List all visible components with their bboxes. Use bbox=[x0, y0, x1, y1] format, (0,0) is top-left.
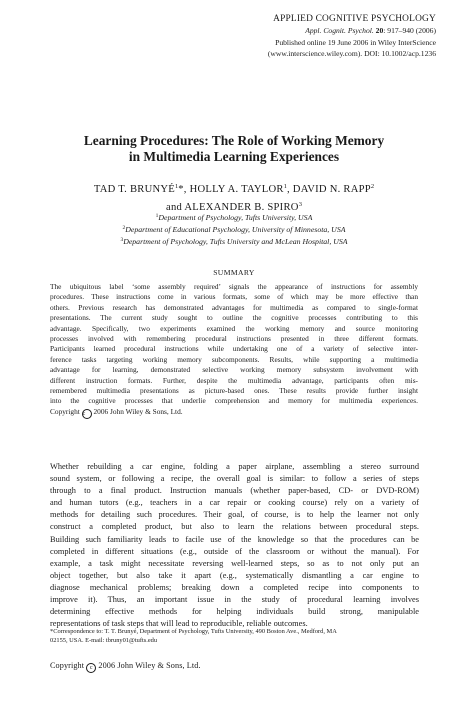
affiliation-text: Department of Psychology, Tufts University and McLean Hospital, USA bbox=[123, 237, 348, 246]
copyright-icon: c bbox=[86, 663, 96, 673]
body-line: example, a task might necessitate reversing well-learned steps, so as to not only put an bbox=[50, 558, 419, 568]
body-line: object together, but also take it apart (e.g., systematically dismantling a car engine to bbox=[50, 570, 419, 580]
abstract-copyright bbox=[50, 407, 418, 419]
body-line: representations of task steps that will lead to reproducible, reliable outcomes. bbox=[50, 619, 308, 629]
author-affil-sup: 3 bbox=[298, 200, 302, 208]
body-line: determining effective methods for helping individuals build strong, manipulable bbox=[50, 607, 419, 617]
body-line: completed in different situations (e.g., outside of the classroom or without the manual). For bbox=[50, 546, 419, 556]
body-line: sound system, or following a recipe, the overall goal is similar: to follow a series of steps bbox=[50, 474, 419, 484]
author-name: , HOLLY A. TAYLOR bbox=[183, 184, 284, 195]
affiliation-item bbox=[0, 211, 468, 223]
footnote-line: *Correspondence to: T. T. Brunyé, Department of Psychology, Tufts University, 490 Boston Ave., Medford, MA bbox=[50, 628, 337, 635]
footnote-line: 02155, USA. E-mail: tbruny01@tufts.edu bbox=[50, 637, 158, 645]
affiliation-text: Department of Educational Psychology, University of Minnesota, USA bbox=[125, 225, 346, 234]
copyright-holder: 2006 John Wiley & Sons, Ltd. bbox=[98, 661, 201, 670]
publication-line: Published online 19 June 2006 in Wiley InterScience bbox=[275, 37, 436, 47]
journal-header bbox=[196, 13, 436, 60]
summary-heading: SUMMARY bbox=[213, 268, 255, 277]
copyright-icon: c bbox=[82, 409, 92, 419]
affiliation-sup: 1 bbox=[155, 213, 159, 219]
abstract-line: remembered multimedia presentations as picture-based ones. These results provide further insight bbox=[50, 386, 418, 396]
journal-name: APPLIED COGNITIVE PSYCHOLOGY bbox=[273, 14, 436, 24]
abstract-line: procedures. These instructions come in various formats, some of which may be more effective than bbox=[50, 292, 418, 302]
author-affil-sup: 1 bbox=[283, 183, 287, 190]
abstract-line: processes involved with remembering procedural instructions presented in three different formats. bbox=[50, 334, 418, 344]
citation-volume: 20 bbox=[375, 26, 384, 35]
doi-line: (www.interscience.wiley.com). DOI: 10.1002/acp.1236 bbox=[267, 49, 436, 59]
title-line-2: in Multimedia Learning Experiences bbox=[128, 149, 340, 164]
abstract-line: presentations. The current study sought to outline the cognitive processes contributing to this bbox=[50, 313, 418, 323]
affiliation-sup: 3 bbox=[120, 237, 124, 243]
body-line: and human tutors (e.g., teachers in a car repair or cooking course) rely on a variety of bbox=[50, 498, 419, 508]
page-copyright bbox=[50, 661, 201, 673]
affiliation-text: Department of Psychology, Tufts University, USA bbox=[158, 213, 313, 222]
author-name: TAD T. BRUNYÉ bbox=[93, 184, 175, 195]
abstract-line: The ubiquitous label ‘some assembly required’ signals the appearance of instructions for assembly bbox=[50, 282, 418, 291]
citation-journal: Appl. Cognit. Psychol. bbox=[305, 26, 374, 35]
abstract-line: Participants learned procedural instructions while undertaking one of a variety of selective inter- bbox=[50, 344, 418, 354]
body-line: diagnose mechanical problems; breaking down a completed recipe into components to bbox=[50, 582, 419, 592]
abstract-line: advantage for learning, demonstrated selective working memory subsystem involvement with bbox=[50, 365, 418, 375]
author-name: and ALEXANDER B. SPIRO bbox=[166, 201, 299, 213]
abstract-line: different instruction formats. Further, despite the multimedia advantage, participants often mis- bbox=[50, 375, 418, 385]
affiliations bbox=[0, 211, 468, 247]
copyright-holder: 2006 John Wiley & Sons, Ltd. bbox=[93, 406, 183, 416]
body-line: construct a completed product, but also to learn the relations between procedural steps. bbox=[50, 522, 419, 532]
body-line: improve it). Thus, an important issue in the study of procedural learning involves bbox=[50, 595, 419, 605]
article-title bbox=[0, 133, 468, 165]
citation-line bbox=[196, 25, 436, 37]
author-affil-sup: 2 bbox=[370, 183, 375, 190]
title-line-1: Learning Procedures: The Role of Working Memory bbox=[83, 133, 385, 148]
correspondence-footnote bbox=[50, 627, 419, 645]
author-line-1 bbox=[0, 180, 468, 198]
abstract-line: others. Previous research has demonstrated advantages for multimedia as compared to single-format bbox=[50, 302, 418, 312]
author-affil-sup: 1 bbox=[175, 183, 179, 190]
body-line: Building such familiarity leads to facile use of the knowledge so that the procedures can be bbox=[50, 534, 419, 544]
body-line: methods for detailing such procedures. Their goal, of course, is to help the learner not only bbox=[50, 510, 419, 520]
abstract-line: advantage. Specifically, two experiments examined the working memory and source monitoring bbox=[50, 323, 418, 333]
copyright-label: Copyright bbox=[50, 661, 85, 670]
affiliation-item bbox=[0, 235, 468, 247]
affiliation-sup: 2 bbox=[122, 225, 126, 231]
abstract bbox=[50, 282, 418, 419]
citation-pages: : 917–940 (2006) bbox=[383, 26, 436, 35]
body-line: Whether rebuilding a car engine, folding a paper airplane, assembling a stereo surround bbox=[50, 462, 419, 471]
body-text bbox=[50, 461, 419, 630]
affiliation-item bbox=[0, 223, 468, 235]
author-list bbox=[0, 180, 468, 215]
copyright-label: Copyright bbox=[50, 406, 80, 416]
corresponding-mark: * bbox=[178, 184, 184, 195]
body-line: through to a final product. Instruction manuals (whether paper-based, CD- or DVD-ROM) bbox=[50, 486, 419, 496]
abstract-line: into the cognitive processes that underlie comprehension and memory for multimedia experiences. bbox=[50, 396, 418, 406]
author-name: , DAVID N. RAPP bbox=[287, 184, 371, 195]
abstract-line: ference tasks targeting working memory subcomponents. Results, while supporting a multimedia bbox=[50, 354, 418, 364]
